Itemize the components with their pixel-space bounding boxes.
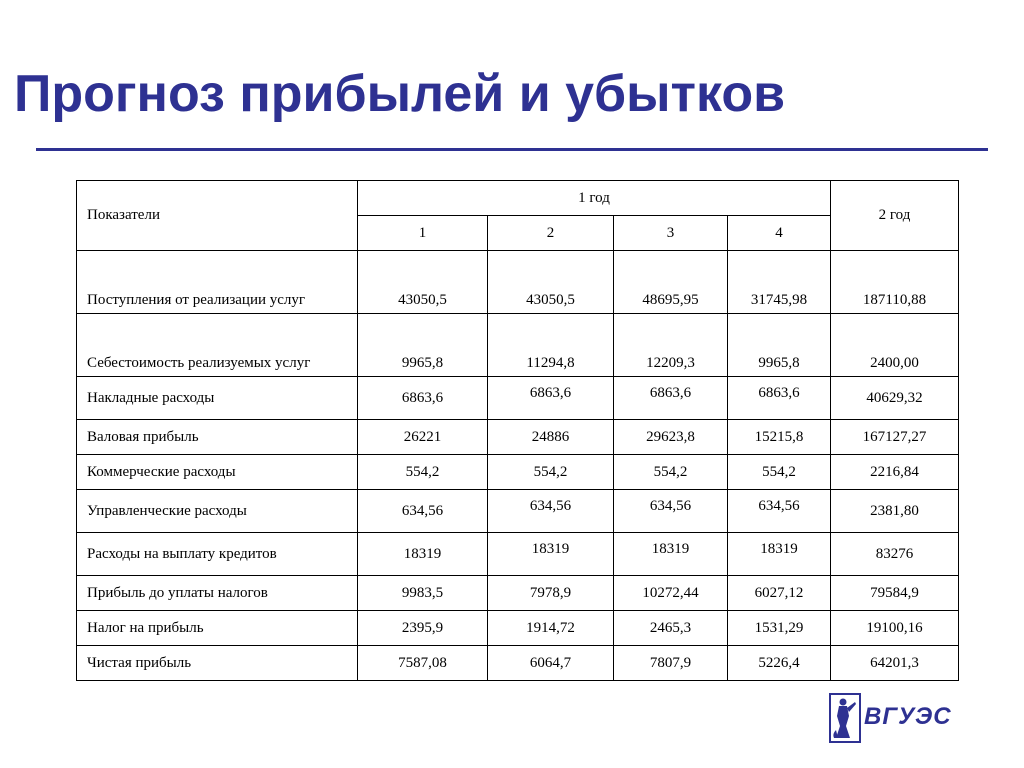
table-cell: 43050,5 bbox=[358, 251, 488, 314]
slide-title: Прогноз прибылей и убытков bbox=[14, 65, 786, 123]
table-row bbox=[77, 251, 959, 314]
table-cell: 40629,32 bbox=[831, 377, 959, 420]
header-quarter-2: 2 bbox=[488, 216, 614, 251]
table-cell: 1914,72 bbox=[488, 611, 614, 646]
table-cell: 554,2 bbox=[488, 455, 614, 490]
table-cell: 554,2 bbox=[728, 455, 831, 490]
table-cell: 634,56 bbox=[728, 490, 831, 533]
table-cell: 19100,16 bbox=[831, 611, 959, 646]
logo-text: ВГУЭС bbox=[864, 703, 952, 730]
table-cell: 6064,7 bbox=[488, 646, 614, 681]
statue-emblem-icon bbox=[828, 690, 958, 746]
table-row bbox=[77, 420, 959, 455]
table-row bbox=[77, 646, 959, 681]
table-cell: 634,56 bbox=[358, 490, 488, 533]
table-cell: 24886 bbox=[488, 420, 614, 455]
table-cell: 2465,3 bbox=[614, 611, 728, 646]
row-label: Себестоимость реализуемых услуг bbox=[77, 314, 358, 377]
table-cell: 83276 bbox=[831, 533, 959, 576]
title-underline bbox=[36, 148, 988, 151]
table-cell: 48695,95 bbox=[614, 251, 728, 314]
table-cell: 29623,8 bbox=[614, 420, 728, 455]
table-row bbox=[77, 455, 959, 490]
table-cell: 7978,9 bbox=[488, 576, 614, 611]
table-cell: 6863,6 bbox=[728, 377, 831, 420]
table-cell: 15215,8 bbox=[728, 420, 831, 455]
row-label: Чистая прибыль bbox=[77, 646, 358, 681]
table-row bbox=[77, 490, 959, 533]
table-row bbox=[77, 611, 959, 646]
header-quarter-3: 3 bbox=[614, 216, 728, 251]
table-cell: 9965,8 bbox=[728, 314, 831, 377]
table-cell: 634,56 bbox=[488, 490, 614, 533]
table-cell: 6863,6 bbox=[614, 377, 728, 420]
table-row bbox=[77, 377, 959, 420]
table-cell: 9983,5 bbox=[358, 576, 488, 611]
row-label: Прибыль до уплаты налогов bbox=[77, 576, 358, 611]
table-cell: 2381,80 bbox=[831, 490, 959, 533]
table-cell: 26221 bbox=[358, 420, 488, 455]
header-quarter-4: 4 bbox=[728, 216, 831, 251]
table-cell: 43050,5 bbox=[488, 251, 614, 314]
row-label: Налог на прибыль bbox=[77, 611, 358, 646]
table-header-row bbox=[77, 181, 959, 216]
row-label: Валовая прибыль bbox=[77, 420, 358, 455]
table-cell: 18319 bbox=[358, 533, 488, 576]
table-cell: 12209,3 bbox=[614, 314, 728, 377]
header-indicators: Показатели bbox=[77, 181, 358, 251]
table-row bbox=[77, 533, 959, 576]
table-cell: 7587,08 bbox=[358, 646, 488, 681]
row-label: Поступления от реализации услуг bbox=[77, 251, 358, 314]
header-quarter-1: 1 bbox=[358, 216, 488, 251]
table-cell: 2395,9 bbox=[358, 611, 488, 646]
profit-loss-table bbox=[76, 180, 959, 681]
row-label: Коммерческие расходы bbox=[77, 455, 358, 490]
table-cell: 9965,8 bbox=[358, 314, 488, 377]
row-label: Накладные расходы bbox=[77, 377, 358, 420]
university-logo bbox=[828, 690, 958, 746]
table-cell: 6863,6 bbox=[488, 377, 614, 420]
table-cell: 2400,00 bbox=[831, 314, 959, 377]
table-cell: 187110,88 bbox=[831, 251, 959, 314]
table-cell: 11294,8 bbox=[488, 314, 614, 377]
row-label: Расходы на выплату кредитов bbox=[77, 533, 358, 576]
header-year-2: 2 год bbox=[831, 181, 959, 251]
table-cell: 554,2 bbox=[614, 455, 728, 490]
header-year-1: 1 год bbox=[358, 181, 831, 216]
table-cell: 5226,4 bbox=[728, 646, 831, 681]
table-row bbox=[77, 314, 959, 377]
table-cell: 7807,9 bbox=[614, 646, 728, 681]
table-cell: 1531,29 bbox=[728, 611, 831, 646]
table-cell: 79584,9 bbox=[831, 576, 959, 611]
table-cell: 2216,84 bbox=[831, 455, 959, 490]
table-cell: 18319 bbox=[614, 533, 728, 576]
table-cell: 167127,27 bbox=[831, 420, 959, 455]
table-cell: 18319 bbox=[488, 533, 614, 576]
table-cell: 18319 bbox=[728, 533, 831, 576]
table-cell: 10272,44 bbox=[614, 576, 728, 611]
table-row bbox=[77, 576, 959, 611]
table-cell: 31745,98 bbox=[728, 251, 831, 314]
table-cell: 6863,6 bbox=[358, 377, 488, 420]
table-cell: 554,2 bbox=[358, 455, 488, 490]
table-cell: 64201,3 bbox=[831, 646, 959, 681]
row-label: Управленческие расходы bbox=[77, 490, 358, 533]
table-cell: 6027,12 bbox=[728, 576, 831, 611]
table-cell: 634,56 bbox=[614, 490, 728, 533]
